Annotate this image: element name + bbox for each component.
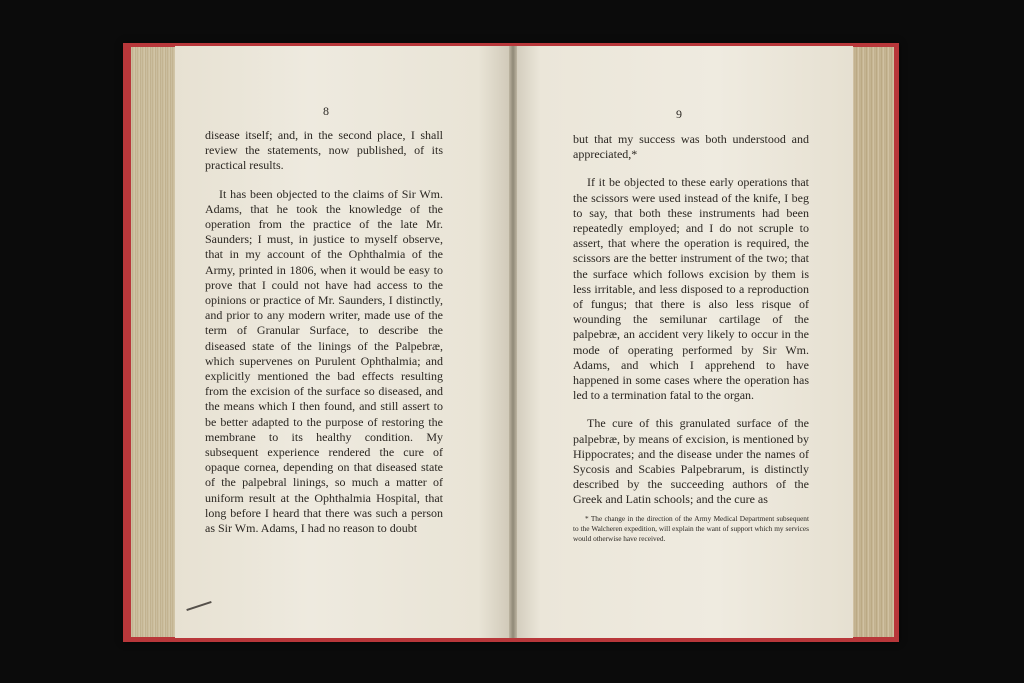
left-paragraph-1: disease itself; and, in the second place, I shall review the statements, now published, of its practical results.	[205, 128, 443, 173]
page-edges-right	[850, 47, 894, 637]
page-number-left: 8	[323, 104, 329, 118]
right-paragraph-2: If it be objected to these early operations that the scissors were used instead of the knife, I beg to say, that both these instruments had been repeatedly employed; and I do not scruple to assert, that where the operation is required, the scissors are the better instrument of the two; that the surface which follows excision by them is less irritable, and less disposed to a reproduction of fungus; that there is also less risque of wounding the semilunar cartilage of the palpebræ, an accident very likely to occur in the mode of operating performed by Sir Wm. Adams, and which I apprehend to have happened in some cases where the operation has led to a termination fatal to the organ.	[573, 175, 809, 403]
page-edges-left	[131, 47, 179, 637]
right-paragraph-1: but that my success was both understood and appreciated,*	[573, 132, 809, 162]
right-page-text	[573, 132, 809, 508]
footnote-text: * The change in the direction of the Army Medical Department subsequent to the Walcheren expedition, will explain the want of support which my services would otherwise have received.	[573, 514, 809, 543]
footnote	[573, 514, 809, 544]
left-paragraph-2: It has been objected to the claims of Sir Wm. Adams, that he took the knowledge of the operation from the practice of the late Mr. Saunders; I must, in justice to myself observe, that in my account of the Ophthalmia of the Army, printed in 1806, when it would be easy to prove that I could not have had access to the opinions or practice of Mr. Saunders, I distinctly, and prior to any modern writer, made use of the term of Granular Surface, to describe the diseased state of the linings of the Palpebræ, which supervenes on Purulent Ophthalmia; and explicitly mentioned the bad effects resulting from the excision of the surface so diseased, and the means which I then found, and still assert to be better adapted to the purpose of restoring the membrane to its healthy condition. My subsequent experience rendered the cure of opaque cornea, depending on that diseased state of the palpebral linings, so much a matter of uniform result at the Ophthalmia Hospital, that long before I heard that there was such a person as Sir Wm. Adams, I had no reason to doubt	[205, 186, 443, 536]
left-page-text	[205, 128, 443, 536]
right-paragraph-3: The cure of this granulated surface of the palpebræ, by means of excision, is mentioned by Hippocrates; and the disease under the names of Sycosis and Scabies Palpebrarum, is distinctly described by the succeeding authors of the Greek and Latin schools; and the cure as	[573, 416, 809, 507]
book-gutter	[509, 46, 517, 638]
page-number-right: 9	[676, 107, 682, 121]
